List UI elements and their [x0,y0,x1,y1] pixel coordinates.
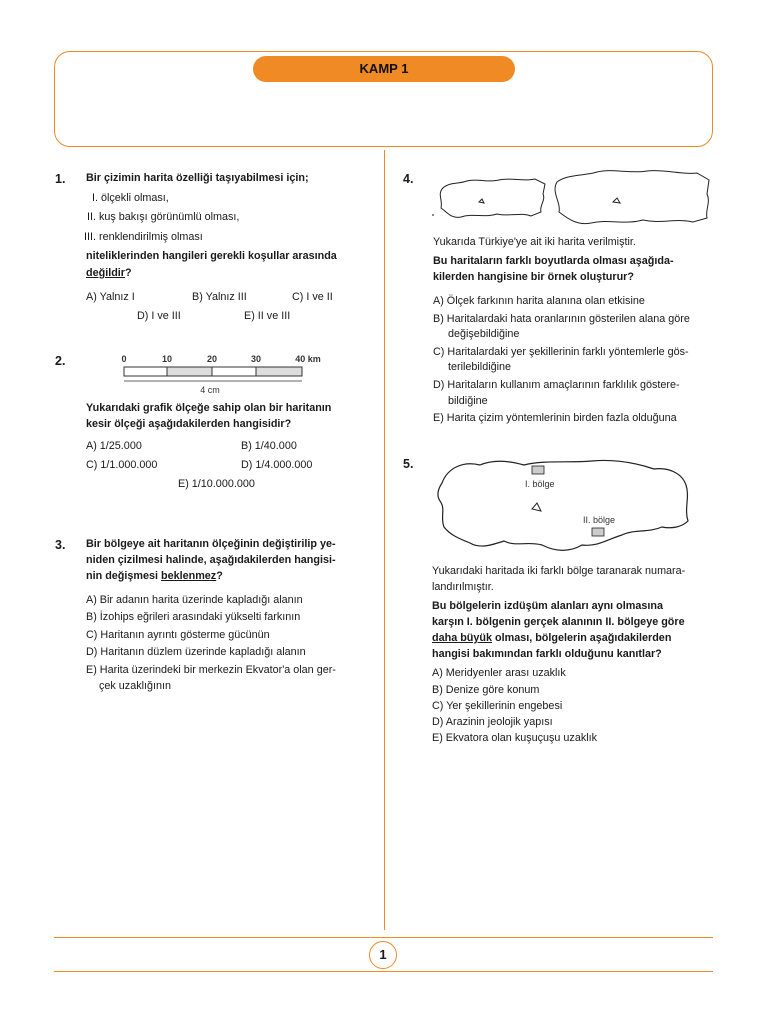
turkey-maps-figure [425,168,715,230]
q1-item-3: III. renklendirilmiş olması [84,231,203,243]
q3-option-e-cont: çek uzaklığının [99,680,172,692]
q1-question-negation: değildir [86,267,125,279]
q4-intro: Yukarıda Türkiye'ye ait iki harita verilmiştir. [433,236,636,248]
page-title: KAMP 1 [253,56,515,82]
q2-option-e[interactable]: E) 1/10.000.000 [178,478,255,490]
q5-stem-emphasis: daha büyük [432,632,492,644]
q4-option-b-cont: değişebildiğine [448,328,520,340]
q2-number: 2. [55,354,66,368]
q5-stem-line2: karşın I. bölgenin gerçek alanının II. bölgeye göre [432,616,685,628]
q4-option-c-cont: terilebildiğine [448,361,512,373]
page-number: 1 [369,941,397,969]
q5-intro-line2: landırılmıştır. [432,581,494,593]
q3-option-a[interactable]: A) Bir adanın harita üzerinde kapladığı alanın [86,594,303,606]
q3-option-e[interactable]: E) Harita üzerindeki bir merkezin Ekvator'a olan ger- [86,664,336,676]
region-2-patch [592,528,604,536]
q4-option-c[interactable]: C) Haritalardaki yer şekillerinin farklı yöntemlerle gös- [433,346,689,358]
scale-tick-0: 0 [121,354,127,364]
q5-stem-line1: Bu bölgelerin izdüşüm alanları aynı olmasına [432,600,663,612]
q3-stem-pre: nin değişmesi [86,570,161,582]
q1-question-end: ? [125,267,132,279]
q5-option-a[interactable]: A) Meridyenler arası uzaklık [432,667,566,679]
q3-option-d[interactable]: D) Haritanın düzlem üzerinde kapladığı alanın [86,646,306,658]
scale-tick-10: 10 [161,354,173,364]
q2-stem-line1: Yukarıdaki grafik ölçeğe sahip olan bir haritanın [86,402,332,414]
q5-stem-line3 [432,631,671,646]
scale-tick-30: 30 [250,354,262,364]
q4-option-d[interactable]: D) Haritaların kullanım amaçlarının farklılık göstere- [433,379,680,391]
q1-option-e[interactable]: E) II ve III [244,310,291,322]
turkey-map-small [440,179,545,217]
q1-option-b[interactable]: B) Yalnız III [192,291,247,303]
q3-stem-negation: beklenmez [161,570,217,582]
column-divider [384,150,385,930]
lake-shape [532,503,541,511]
q1-stem: Bir çizimin harita özelliği taşıyabilmesi için; [86,172,309,184]
q1-number: 1. [55,172,66,186]
q2-option-a[interactable]: A) 1/25.000 [86,440,142,452]
q5-option-c[interactable]: C) Yer şekillerinin engebesi [432,700,563,712]
q5-number: 5. [403,457,414,471]
q4-option-b[interactable]: B) Haritalardaki hata oranlarının gösterilen alana göre [433,313,690,325]
q4-stem-line2: kilerden hangisine bir örnek oluşturur? [433,271,634,283]
q1-question-line1: niteliklerinden hangileri gerekli koşullar arasında [86,250,337,262]
footer-line-top [54,937,713,938]
q5-option-e[interactable]: E) Ekvatora olan kuşuçuşu uzaklık [432,732,598,744]
q3-option-b[interactable]: B) İzohips eğrileri arasındaki yükselti farkının [86,611,301,623]
footer-line-bottom [54,971,713,972]
q4-option-e[interactable]: E) Harita çizim yöntemlerinin birden fazla olduğuna [433,412,677,424]
q3-option-c[interactable]: C) Haritanın ayrıntı gösterme gücünün [86,629,270,641]
turkey-regions-map [432,455,694,561]
q1-option-c[interactable]: C) I ve II [292,291,333,303]
scale-tick-20: 20 [206,354,218,364]
q5-option-d[interactable]: D) Arazinin jeolojik yapısı [432,716,553,728]
q4-option-d-cont: bildiğine [448,395,488,407]
region-1-patch [532,466,544,474]
q1-option-d[interactable]: D) I ve III [137,310,181,322]
q4-stem-line1: Bu haritaların farklı boyutlarda olması aşağıda- [433,255,674,267]
q3-number: 3. [55,538,66,552]
q5-stem-line4: hangisi bakımından farklı olduğunu kanıtlar? [432,648,662,660]
q2-option-c[interactable]: C) 1/1.000.000 [86,459,158,471]
q1-option-a[interactable]: A) Yalnız I [86,291,135,303]
scale-segment-shaded-1 [167,367,212,376]
q3-stem-line3 [86,569,223,584]
scale-tick-40: 40 km [295,354,321,364]
q4-number: 4. [403,172,414,186]
q2-stem-line2: kesir ölçeği aşağıdakilerden hangisidir? [86,418,292,430]
q3-stem-end: ? [216,570,223,582]
scale-caption: 4 cm [200,385,220,395]
region-2-label: II. bölge [583,515,616,525]
q1-item-2: II. kuş bakışı görünümlü olması, [87,211,240,223]
scale-segment-shaded-2 [256,367,302,376]
q4-option-a[interactable]: A) Ölçek farkının harita alanına olan etkisine [433,295,645,307]
q5-option-b[interactable]: B) Denize göre konum [432,684,540,696]
q3-stem-line1: Bir bölgeye ait haritanın ölçeğinin değiştirilip ye- [86,538,336,550]
turkey-outline [438,460,688,550]
q5-intro-line1: Yukarıdaki haritada iki farklı bölge taranarak numara- [432,565,686,577]
turkey-map-large [555,171,709,224]
graphic-scale-bar [110,350,340,400]
q3-stem-line2: niden çizilmesi halinde, aşağıdakilerden hangisi- [86,554,336,566]
q5-stem-post: olması, bölgelerin aşağıdakilerden [492,632,672,644]
q2-option-b[interactable]: B) 1/40.000 [241,440,297,452]
q2-option-d[interactable]: D) 1/4.000.000 [241,459,313,471]
q1-question-line2 [86,266,132,281]
region-1-label: I. bölge [525,479,555,489]
q1-item-1: I. ölçekli olması, [92,192,169,204]
